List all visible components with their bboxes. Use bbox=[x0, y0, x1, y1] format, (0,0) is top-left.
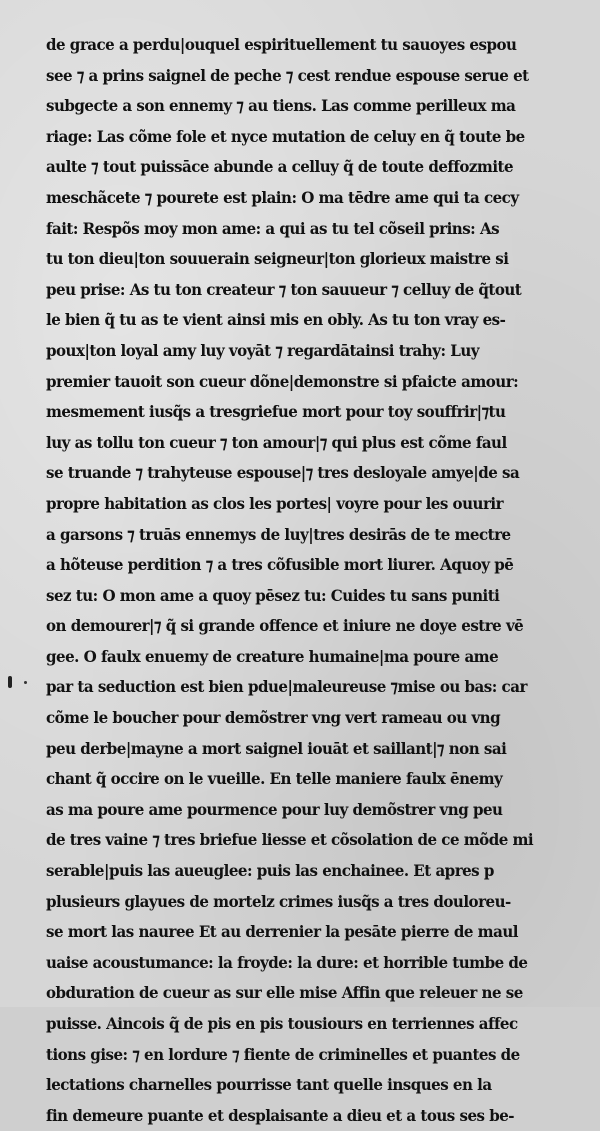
text-line: se truande ⁊ trahyteuse espouse|⁊ tres desloyale amye|de sa bbox=[46, 463, 520, 483]
margin-ink-dot bbox=[24, 681, 27, 684]
text-line: see ⁊ a prins saignel de peche ⁊ cest rendue espouse serue et bbox=[46, 65, 529, 85]
text-line: on demourer|⁊ q̃ si grande offence et iniure ne doye estre vē bbox=[46, 616, 524, 636]
text-line: fin demeure puante et desplaisante a dieu et a tous ses be- bbox=[46, 1105, 515, 1125]
text-line: uaise acoustumance: la froyde: la dure: et horrible tumbe de bbox=[46, 952, 528, 972]
text-line: puisse. Aincois q̃ de pis en pis tousiours en terriennes affec bbox=[46, 1014, 518, 1033]
text-line: se mort las nauree Et au derrenier la pesāte pierre de maul bbox=[46, 922, 518, 942]
text-line: de tres vaine ⁊ tres briefue liesse et cõsolation de ce mõde mi bbox=[46, 830, 534, 850]
text-line: le bien q̃ tu as te vient ainsi mis en obly. As tu ton vray es- bbox=[46, 310, 506, 330]
text-line: premier tauoit son cueur dõne|demonstre si pfaicte amour: bbox=[46, 371, 519, 391]
text-line: luy as tollu ton cueur ⁊ ton amour|⁊ qui plus est cõme faul bbox=[46, 432, 507, 452]
text-line: mesmement iusq̃s a tresgriefue mort pour toy souffrir|⁊tu bbox=[46, 402, 506, 422]
text-line: par ta seduction est bien pdue|maleureuse ⁊mise ou bas: car bbox=[46, 677, 527, 697]
text-line: peu prise: As tu ton createur ⁊ ton sauueur ⁊ celluy de q̃tout bbox=[46, 279, 522, 299]
text-line: peu derbe|mayne a mort saignel iouāt et saillant|⁊ non sai bbox=[46, 738, 507, 758]
text-line: subgecte a son ennemy ⁊ au tiens. Las comme perilleux ma bbox=[46, 96, 516, 116]
text-block bbox=[46, 30, 592, 1131]
text-line: gee. O faulx enuemy de creature humaine|ma poure ame bbox=[46, 646, 499, 666]
text-line: a hõteuse perdition ⁊ a tres cõfusible mort liurer. Aquoy pē bbox=[46, 555, 514, 575]
text-line: tu ton dieu|ton souuerain seigneur|ton glorieux maistre si bbox=[46, 249, 509, 269]
text-line: a garsons ⁊ truās ennemys de luy|tres desirās de te mectre bbox=[46, 524, 511, 544]
text-line: meschãcete ⁊ pourete est plain: O ma tēdre ame qui ta cecy bbox=[46, 187, 519, 207]
text-line: poux|ton loyal amy luy voyāt ⁊ regardātainsi trahy: Luy bbox=[46, 340, 480, 360]
text-line: propre habitation as clos les portes| voyre pour les ouurir bbox=[46, 493, 504, 513]
text-line: obduration de cueur as sur elle mise Affin que releuer ne se bbox=[46, 983, 523, 1003]
text-line: plusieurs glayues de mortelz crimes iusq̃s a tres douloreu- bbox=[46, 891, 511, 911]
margin-ink-mark bbox=[8, 676, 12, 688]
text-line: as ma poure ame pourmence pour luy demõstrer vng peu bbox=[46, 799, 503, 819]
text-line: tions gise: ⁊ en lordure ⁊ fiente de criminelles et puantes de bbox=[46, 1044, 520, 1064]
text-line: cõme le boucher pour demõstrer vng vert rameau ou vng bbox=[46, 708, 501, 728]
text-line: sez tu: O mon ame a quoy pēsez tu: Cuides tu sans puniti bbox=[46, 585, 500, 605]
text-line: riage: Las cõme fole et nyce mutation de celuy en q̃ toute be bbox=[46, 126, 525, 146]
text-line: aulte ⁊ tout puissāce abunde a celluy q̃ de toute deffozmite bbox=[46, 157, 514, 177]
text-line: lectations charnelles pourrisse tant quelle insques en la bbox=[46, 1075, 492, 1095]
text-line: de grace a perdu|ouquel espirituellement tu sauoyes espou bbox=[46, 35, 517, 54]
text-line: chant q̃ occire on le vueille. En telle maniere faulx ēnemy bbox=[46, 769, 503, 789]
text-line: fait: Respõs moy mon ame: a qui as tu tel cõseil prins: As bbox=[46, 218, 500, 238]
text-line: serable|puis las aueuglee: puis las enchainee. Et apres p bbox=[46, 861, 494, 881]
